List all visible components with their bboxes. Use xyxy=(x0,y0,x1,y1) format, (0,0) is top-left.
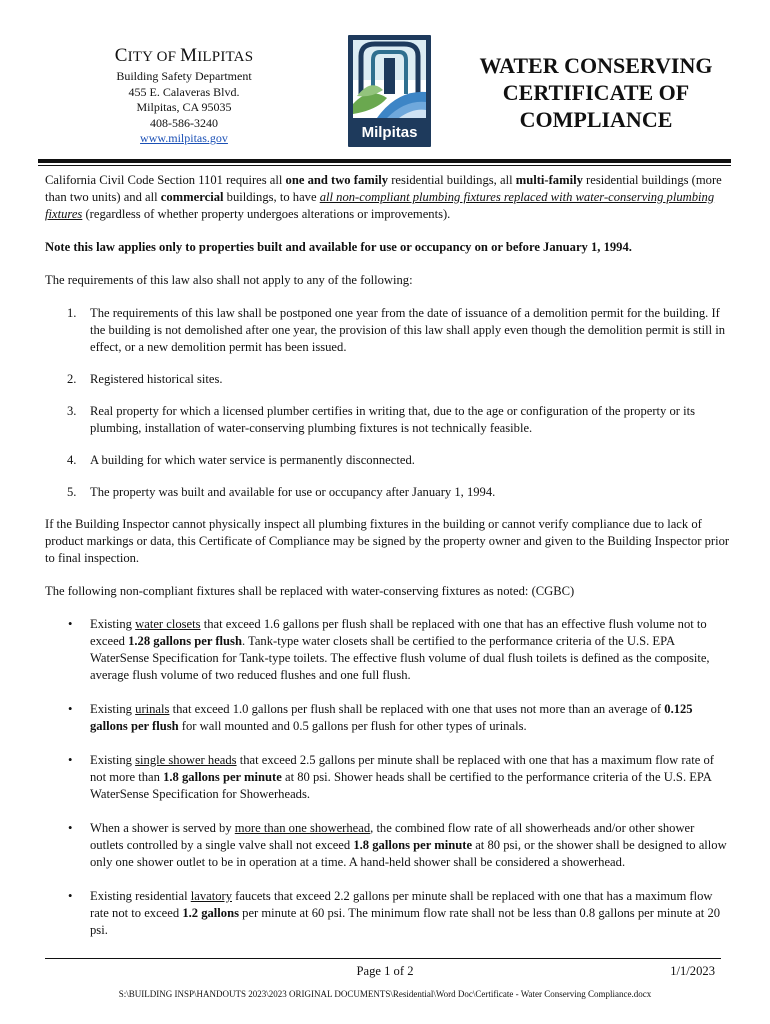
bullet-icon: • xyxy=(68,753,73,767)
list-item: 2. Registered historical sites. xyxy=(67,372,223,386)
note-paragraph: Note this law applies only to properties built and available for use or occupancy on or before January 1, 1994. xyxy=(45,240,632,254)
city-name: CITY OF MILPITAS xyxy=(114,45,254,66)
requirements-list xyxy=(45,305,730,501)
fixtures-list xyxy=(45,616,730,939)
list-item: • When a shower is served by more than one showerhead, the combined flow rate of all showerheads and/or other shower outlets controlled by a single valve shall not exceed 1.8 gallons per minute at 80 psi, or the shower shall be designed to allow only one shower outlet to be in operation at a time. A hand-held shower shall be considered a showerhead. xyxy=(68,821,727,869)
header-divider-thin xyxy=(38,165,731,166)
footer-divider xyxy=(45,958,721,959)
list-item: • Existing water closets that exceed 1.6 gallons per flush shall be replaced with one that has an effective flush volume not to exceed 1.28 gallons per flush. Tank-type water closets shall be certified to the performance criteria of the U.S. EPA WaterSense Specification for Tank-type toilets. The effective flush volume of dual flush toilets is defined as the composite, average flush volume of two reduced flushes and one full flush. xyxy=(68,617,710,682)
list-item: 3. Real property for which a licensed plumber certifies in writing that, due to the age or configuration of the property or its plumbing, installation of water-conserving plumbing fixtures is not technically feasible. xyxy=(67,404,696,435)
street-address: 455 E. Calaveras Blvd. xyxy=(128,84,240,99)
list-item: • Existing single shower heads that exceed 2.5 gallons per minute shall be replaced with one that has a maximum flow rate of not more than 1.8 gallons per minute at 80 psi. Shower heads shall be certified to the performance criteria of the U.S. EPA WaterSense Specification for Showerheads. xyxy=(68,753,714,801)
inspector-paragraph: If the Building Inspector cannot physically inspect all plumbing fixtures in the building or cannot verify compliance due to lack of product markings or data, this Certificate of Compliance may be signed by the property owner and given to the Building Inspector prior to final inspection. xyxy=(45,517,730,565)
bullet-icon: • xyxy=(68,702,73,716)
header-divider-thick xyxy=(38,159,731,163)
list-item: • Existing residential lavatory faucets that exceed 2.2 gallons per minute shall be replaced with one that has a maximum flow rate not to exceed 1.2 gallons per minute at 60 psi. The minimum flow rate shall not be less than 0.8 gallons per minute at 20 psi. xyxy=(68,889,721,937)
list-item: 4. A building for which water service is permanently disconnected. xyxy=(67,453,415,467)
department-name: Building Safety Department xyxy=(116,69,252,83)
requirements-intro: The requirements of this law also shall not apply to any of the following: xyxy=(45,273,413,287)
bullet-icon: • xyxy=(68,617,73,631)
list-item: • Existing urinals that exceed 1.0 gallons per flush shall be replaced with one that uses not more than an average of 0.125 gallons per flush for wall mounted and 0.5 gallons per flush for other types of urinals. xyxy=(68,702,693,733)
intro-paragraph: California Civil Code Section 1101 requires all one and two family residential buildings, all multi-family residential buildings (more than two units) and all commercial buildings, to have all non-compliant plumbing fixtures replaced with water-conserving plumbing fixtures (regardless of whether property undergoes alterations or improvements). xyxy=(45,173,722,221)
list-item: 5. The property was built and available for use or occupancy after January 1, 1994. xyxy=(67,485,496,499)
document-body xyxy=(45,172,730,956)
document-title: WATER CONSERVING CERTIFICATE OF COMPLIANCE xyxy=(479,53,713,132)
fixtures-intro: The following non-compliant fixtures shall be replaced with water-conserving fixtures as noted: (CGBC) xyxy=(45,584,575,598)
bullet-icon: • xyxy=(68,821,73,835)
city-address-block xyxy=(84,44,284,147)
bullet-icon: • xyxy=(68,889,73,903)
file-path: S:\BUILDING INSP\HANDOUTS 2023\2023 ORIGINAL DOCUMENTS\Residential\Word Doc\Certificate - Water Conserving Compliance.docx xyxy=(118,989,652,999)
page-number: Page 1 of 2 xyxy=(356,964,414,978)
document-date: 1/1/2023 xyxy=(670,964,715,978)
list-item: 1. The requirements of this law shall be postponed one year from the date of issuance of a demolition permit for the building. If the building is not demolished after one year, the provision of this law shall apply even though the demolition permit is still in effect, or a new demolition permit has been issued. xyxy=(67,306,726,354)
phone-number: 408-586-3240 xyxy=(150,115,218,130)
city-state-zip: Milpitas, CA 95035 xyxy=(136,100,232,114)
website-link[interactable]: www.milpitas.gov xyxy=(140,131,228,145)
logo-text: Milpitas xyxy=(361,124,418,141)
document-header xyxy=(0,0,770,160)
milpitas-logo xyxy=(347,34,432,148)
